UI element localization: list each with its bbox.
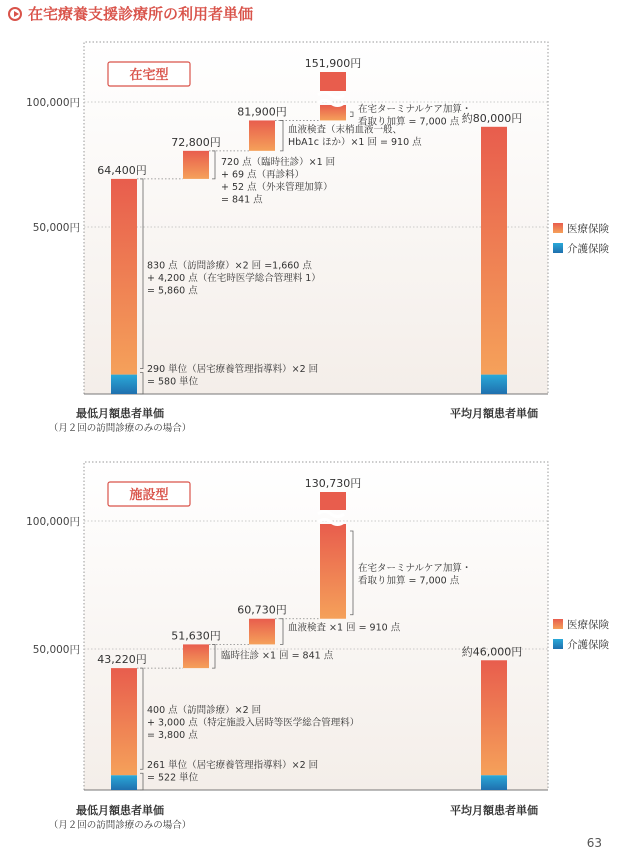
annotation-text: 830 点（訪問診療）×2 回 =1,660 点	[147, 260, 312, 272]
annotation-text: 720 点（臨時往診）×1 回	[221, 156, 336, 168]
page-number: 63	[586, 836, 602, 850]
bar-medical-segment	[249, 120, 275, 150]
chart-panel-2	[26, 462, 609, 831]
bar-value-label: 64,400円	[97, 163, 147, 177]
x-category-sublabel: （月２回の訪問診療のみの場合）	[48, 423, 192, 434]
bar-value-label: 130,730円	[304, 477, 362, 490]
legend-label: 医療保険	[567, 223, 609, 235]
legend-item	[553, 242, 609, 255]
chart-panel-1	[26, 42, 609, 434]
bar-care-segment	[111, 775, 137, 790]
bar-medical-segment-lower	[320, 524, 346, 619]
bar-value-label: 72,800円	[171, 135, 221, 149]
bar-medical-segment	[249, 619, 275, 645]
y-tick-label: 100,000円	[26, 97, 80, 109]
annotation-text: 臨時往診 ×1 回 = 841 点	[221, 650, 334, 662]
legend-label: 介護保険	[567, 639, 609, 651]
page-title-text: 在宅療養支援診療所の利用者単価	[28, 5, 254, 23]
y-tick-label: 50,000円	[32, 222, 80, 234]
bar-medical-segment-upper	[320, 492, 346, 510]
annotation-text: 290 単位（居宅療養管理指導料）×2 回	[147, 364, 319, 375]
bar-value-label: 151,900円	[304, 57, 362, 70]
bar-medical-segment-upper	[320, 72, 346, 91]
x-category-sublabel: （月２回の訪問診療のみの場合）	[48, 820, 192, 831]
bar-medical-segment	[183, 644, 209, 668]
bar-care-segment	[481, 375, 507, 394]
panel-label-text: 施設型	[129, 488, 169, 503]
legend-swatch	[553, 223, 563, 233]
plot-background	[84, 42, 548, 394]
annotation-text: 在宅ターミナルケア加算・	[358, 104, 472, 116]
panel-label	[108, 62, 190, 86]
annotation-text: 看取り加算 = 7,000 点	[358, 575, 460, 587]
annotation-text: = 841 点	[221, 194, 263, 206]
legend-swatch	[553, 619, 563, 629]
annotation-text: 看取り加算 = 7,000 点	[358, 116, 460, 128]
bar-medical-segment	[111, 668, 137, 775]
bar-medical-segment	[481, 660, 507, 775]
panel-label	[108, 482, 190, 506]
annotation-text: 血液検査（末梢血液一般、	[288, 124, 403, 136]
annotation-text: = 5,860 点	[147, 285, 198, 297]
annotation-text: 血液検査 ×1 回 = 910 点	[288, 622, 401, 634]
y-tick-label: 100,000円	[26, 516, 80, 528]
annotation-text: 261 単位（居宅療養管理指導料）×2 回	[147, 760, 319, 771]
bar-value-label: 81,900円	[237, 105, 287, 119]
legend-swatch	[553, 243, 563, 253]
annotation-text: + 69 点（再診料）	[221, 169, 305, 181]
annotation-text: + 4,200 点（在宅時医学総合管理料 1）	[147, 272, 321, 284]
x-category-label: 最低月額患者単価	[76, 407, 164, 420]
annotation-text: HbA1c ほか）×1 回 = 910 点	[288, 136, 422, 148]
y-tick-label: 50,000円	[32, 644, 80, 656]
bar-medical-segment-lower	[320, 105, 346, 120]
x-category-label: 最低月額患者単価	[76, 804, 164, 817]
x-category-label: 平均月額患者単価	[450, 804, 538, 817]
legend-label: 介護保険	[567, 243, 609, 255]
bar-care-segment	[481, 775, 507, 790]
legend-item	[553, 618, 609, 631]
annotation-text: = 3,800 点	[147, 730, 198, 742]
bar-value-label: 43,220円	[97, 653, 147, 667]
x-category-label: 平均月額患者単価	[450, 407, 538, 420]
bar-value-label: 約46,000円	[461, 645, 523, 659]
legend-item	[553, 222, 609, 235]
annotation-text: 在宅ターミナルケア加算・	[358, 562, 472, 574]
bar-value-label: 60,730円	[237, 603, 287, 617]
bar-medical-segment	[111, 179, 137, 375]
bar-care-segment	[111, 375, 137, 394]
annotation-text: 400 点（訪問診療）×2 回	[147, 705, 262, 717]
bar-medical-segment	[481, 127, 507, 375]
bar-medical-segment	[183, 151, 209, 179]
bar-value-label: 約80,000円	[461, 111, 523, 125]
legend-item	[553, 638, 609, 651]
annotation-text: = 580 単位	[147, 376, 199, 388]
panel-label-text: 在宅型	[129, 68, 169, 83]
legend-swatch	[553, 639, 563, 649]
annotation-text: = 522 単位	[147, 772, 199, 784]
bar-value-label: 51,630円	[171, 629, 221, 643]
annotation-text: + 3,000 点（特定施設入居時等医学総合管理料）	[147, 717, 360, 729]
legend-label: 医療保険	[567, 619, 609, 631]
annotation-text: + 52 点（外来管理加算）	[221, 181, 333, 193]
